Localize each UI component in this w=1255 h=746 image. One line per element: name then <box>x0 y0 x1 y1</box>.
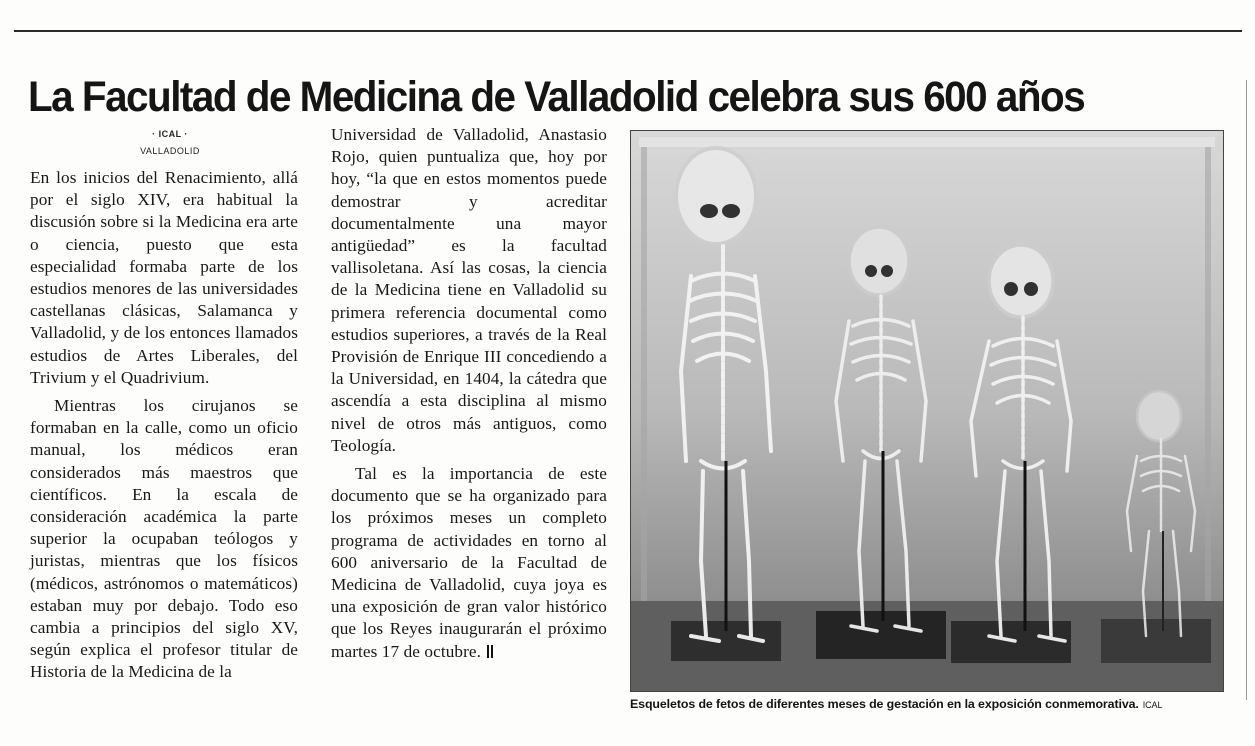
paragraph-text: Tal es la importancia de este documento que se ha organizado para los próximos meses un completo programa de actividades en torno al 600 aniversario de la Facultad de Medicina de Valladolid, cuya joya es una exposición de gran valor histórico que los Reyes inaugurarán el próximo martes 17 de octubre. <box>331 464 607 661</box>
paragraph: Mientras los cirujanos se formaban en la calle, como un oficio manual, los médicos eran considerados más maestros que científicos. En la escala de consideración académica la parte superior la ocupaban teólogos y juristas, mientras que los físicos (médicos, astrónomos o matemáticos) estaban muy por debajo. Todo eso cambia a principios del siglo XV, según explica el profesor titular de Historia de la Medicina de la <box>30 396 298 682</box>
article-headline: La Facultad de Medicina de Valladolid celebra sus 600 años <box>28 72 1085 121</box>
byline-city: VALLADOLID <box>140 146 200 156</box>
byline-agency: · ICAL · <box>152 129 188 139</box>
paragraph: En los inicios del Renacimiento, allá por el siglo XIV, era habitual la discusión sobre si la Medicina era arte o ciencia, puesto que esta especialidad formaba parte de los estudios menores de las universidades castellanas clásicas, Salamanca y Valladolid, y de los entonces llamados estudios de Artes Liberales, del Trivium y el Quadrivium. <box>30 168 298 387</box>
end-of-article-mark <box>487 645 493 658</box>
caption-text: Esqueletos de fetos de diferentes meses de gestación en la exposición conmemorativa. <box>630 697 1139 711</box>
skeletons-photo-illustration <box>631 131 1223 691</box>
article-column-1 <box>30 167 298 684</box>
page-edge-rule <box>1246 80 1247 700</box>
article-column-2 <box>331 124 607 663</box>
paragraph: Universidad de Valladolid, Anastasio Rojo, quien puntualiza que, hoy por hoy, “la que en estos momentos puede demostrar y acreditar documentalmente una mayor antigüedad” es la facultad vallisoletana. Así las cosas, la ciencia de la Medicina tiene en Valladolid su primera referencia documental como estudios superiores, a través de la Real Provisión de Enrique III concediendo a la Universidad, en 1404, la cátedra que ascendía a esta disciplina al mismo nivel de otros más antiguos, como Teología. <box>331 125 607 455</box>
photo-credit: ICAL <box>1142 700 1163 710</box>
photo-caption <box>630 697 1250 711</box>
paragraph-last <box>331 463 607 663</box>
article-photo <box>630 130 1224 692</box>
top-rule <box>14 30 1242 32</box>
